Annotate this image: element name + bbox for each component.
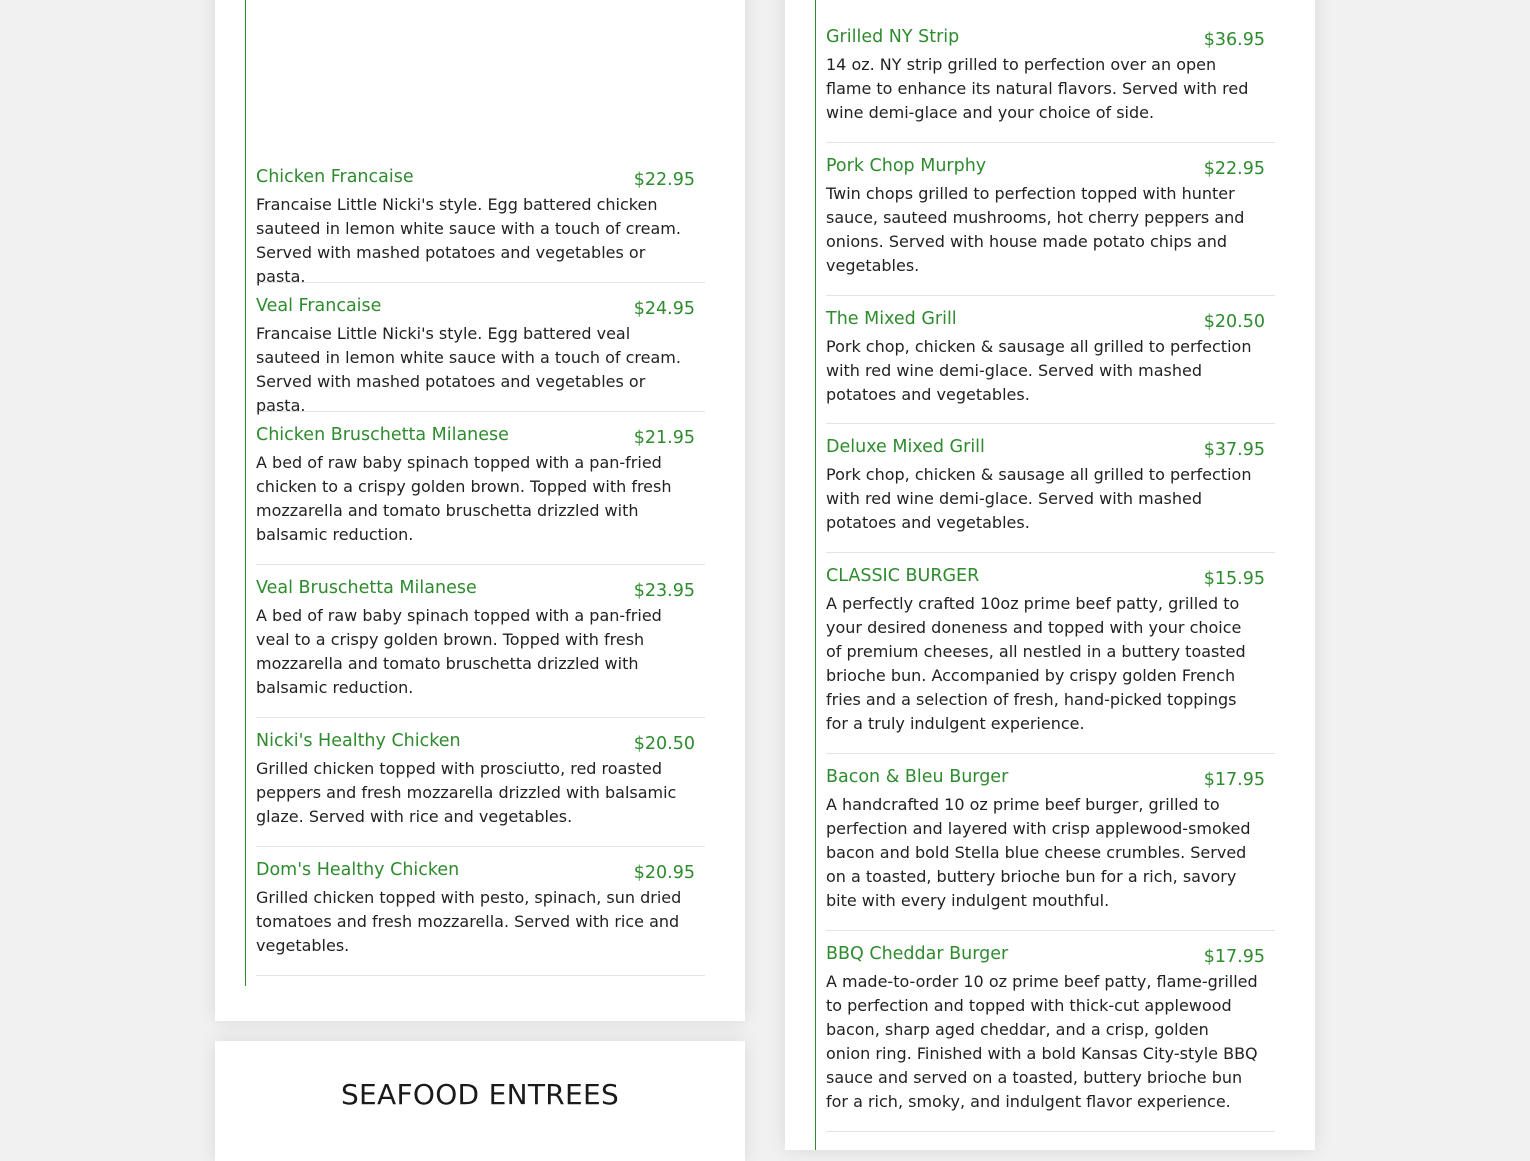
menu-item-price: $15.95	[1203, 569, 1265, 589]
menu-item	[826, 307, 1275, 424]
menu-item-description: A made-to-order 10 oz prime beef patty, flame-grilled to perfection and topped with thick-cut applewood bacon, sharp aged cheddar, and a crisp, golden onion ring. Finished with a bold Kansas City-style BBQ sauce and served on a toasted, buttery brioche bun for a rich, smoky, and indulgent flavor experience.	[826, 972, 1258, 1111]
menu-item-price: $20.50	[633, 734, 695, 754]
menu-item-name: Chicken Francaise	[256, 167, 414, 187]
menu-item	[826, 942, 1275, 1132]
left-menu-column	[245, 0, 706, 986]
right-menu-column	[815, 0, 1276, 1150]
menu-item	[256, 165, 705, 286]
menu-item-description: Grilled chicken topped with prosciutto, red roasted peppers and fresh mozzarella drizzled with balsamic glaze. Served with rice and vegetables.	[256, 759, 677, 826]
menu-item-description: Pork chop, chicken & sausage all grilled to perfection with red wine demi-glace. Served with mashed potatoes and vegetables.	[826, 337, 1252, 404]
menu-item-price: $17.95	[1203, 770, 1265, 790]
menu-item-description: A handcrafted 10 oz prime beef burger, grilled to perfection and layered with crisp applewood-smoked bacon and bold Stella blue cheese crumbles. Served on a toasted, buttery brioche bun for a rich, savory bite with every indulgent mouthful.	[826, 795, 1251, 910]
menu-item-description: Francaise Little Nicki's style. Egg battered veal sauteed in lemon white sauce with a touch of cream. Served with mashed potatoes and vegetables or pasta.	[256, 324, 681, 415]
menu-item-description: Pork chop, chicken & sausage all grilled to perfection with red wine demi-glace. Served with mashed potatoes and vegetables.	[826, 465, 1252, 532]
menu-item-price: $23.95	[633, 581, 695, 601]
menu-item-price: $37.95	[1203, 440, 1265, 460]
menu-item	[826, 154, 1275, 296]
seafood-entrees-card	[215, 1041, 745, 1161]
menu-item	[826, 435, 1275, 553]
right-menu-card	[785, 0, 1315, 1150]
menu-item-name: Nicki's Healthy Chicken	[256, 731, 461, 751]
menu-item-name: Bacon & Bleu Burger	[826, 767, 1009, 787]
menu-item	[256, 576, 705, 718]
menu-item-name: Veal Bruschetta Milanese	[256, 578, 477, 598]
menu-item-description: A bed of raw baby spinach topped with a pan-fried veal to a crispy golden brown. Topped with fresh mozzarella and tomato bruschetta drizzled with balsamic reduction.	[256, 606, 662, 697]
menu-item-price: $20.50	[1203, 312, 1265, 332]
menu-item-description: A bed of raw baby spinach topped with a pan-fried chicken to a crispy golden brown. Topped with fresh mozzarella and tomato bruschetta drizzled with balsamic reduction.	[256, 453, 672, 544]
menu-item-price: $24.95	[633, 299, 695, 319]
menu-item-name: Dom's Healthy Chicken	[256, 860, 460, 880]
menu-item-description: Francaise Little Nicki's style. Egg battered chicken sauteed in lemon white sauce with a touch of cream. Served with mashed potatoes and vegetables or pasta.	[256, 195, 681, 286]
menu-item-description: 14 oz. NY strip grilled to perfection over an open flame to enhance its natural flavors. Served with red wine demi-glace and your choice of side.	[826, 55, 1249, 122]
menu-item-price: $22.95	[1203, 159, 1265, 179]
menu-item-description: Grilled chicken topped with pesto, spinach, sun dried tomatoes and fresh mozzarella. Served with rice and vegetables.	[256, 888, 682, 955]
left-menu-card	[215, 0, 745, 1021]
menu-item-price: $20.95	[633, 863, 695, 883]
menu-item-price: $22.95	[633, 170, 695, 190]
menu-item-name: Pork Chop Murphy	[826, 156, 987, 176]
menu-item-name: Grilled NY Strip	[826, 27, 960, 47]
menu-item-price: $21.95	[633, 428, 695, 448]
menu-item-name: Chicken Bruschetta Milanese	[256, 425, 509, 445]
menu-item-name: The Mixed Grill	[826, 309, 957, 329]
menu-item-description: Twin chops grilled to perfection topped with hunter sauce, sauteed mushrooms, hot cherry peppers and onions. Served with house made potato chips and vegetables.	[826, 184, 1245, 275]
section-title: SEAFOOD ENTREES	[340, 1078, 620, 1111]
menu-item-price: $17.95	[1203, 947, 1265, 967]
menu-item	[826, 25, 1275, 143]
menu-item	[256, 294, 705, 415]
menu-item-name: Deluxe Mixed Grill	[826, 437, 985, 457]
menu-item-name: CLASSIC BURGER	[826, 566, 980, 586]
menu-item-price: $36.95	[1203, 30, 1265, 50]
menu-item-name: Veal Francaise	[256, 296, 382, 316]
menu-item	[256, 858, 705, 976]
menu-item	[256, 423, 705, 565]
menu-item-name: BBQ Cheddar Burger	[826, 944, 1009, 964]
menu-item	[826, 765, 1275, 931]
menu-item	[826, 564, 1275, 754]
menu-item-description: A perfectly crafted 10oz prime beef patty, grilled to your desired doneness and topped with your choice of premium cheeses, all nestled in a buttery toasted brioche bun. Accompanied by crispy golden French fries and a selection of fresh, hand-picked toppings for a truly indulgent experience.	[826, 594, 1246, 733]
menu-item	[256, 729, 705, 847]
